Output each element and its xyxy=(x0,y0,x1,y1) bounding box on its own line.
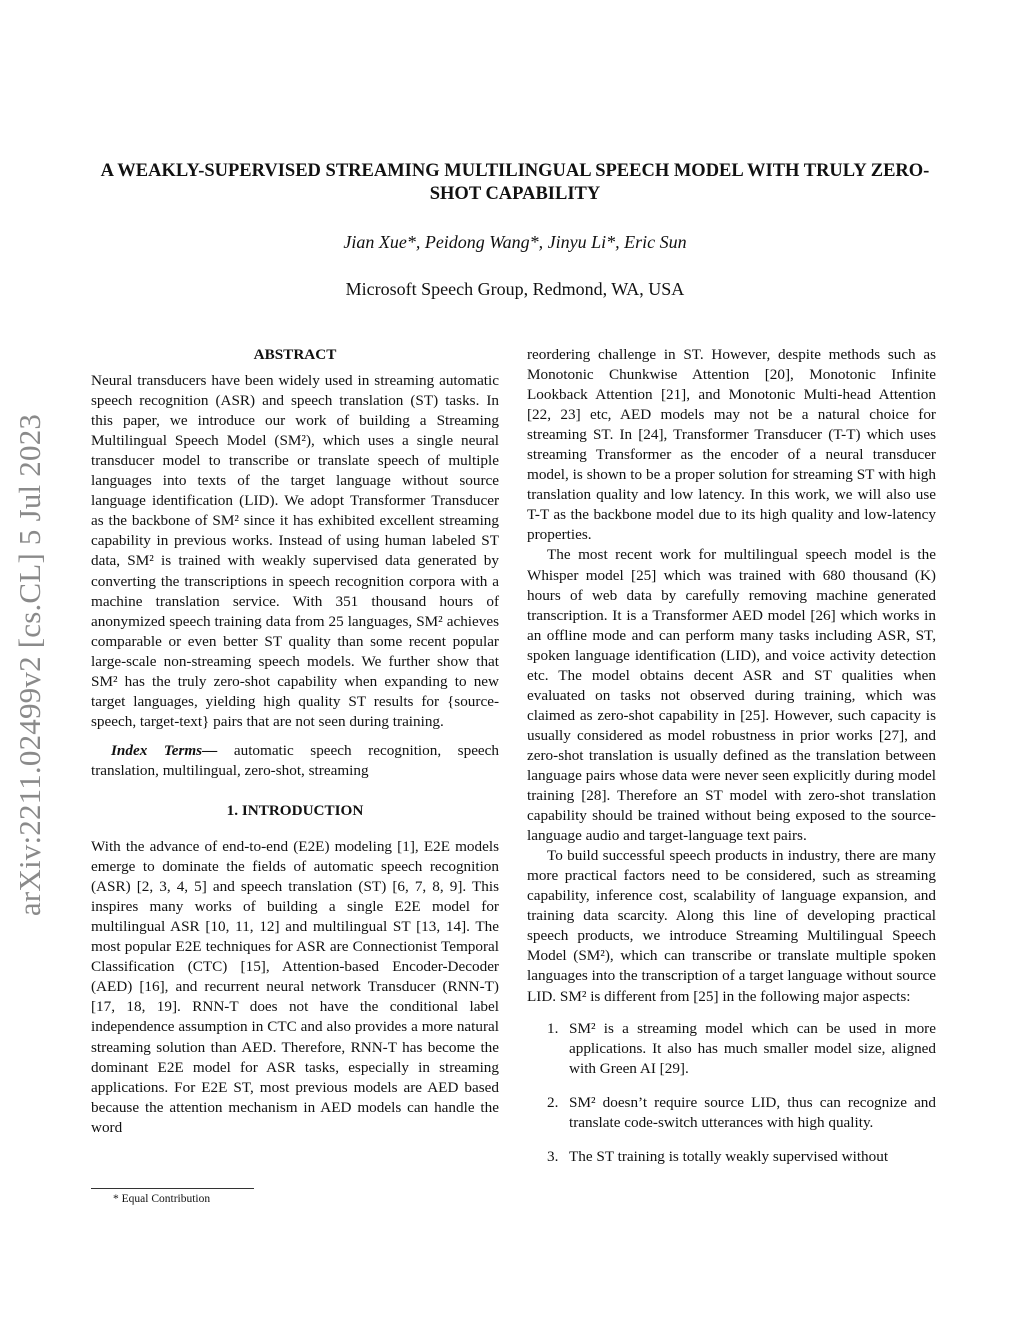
intro-paragraph-1: With the advance of end-to-end (E2E) modeling [1], E2E models emerge to dominate the fields of automatic speech recognition (ASR) [2, 3, 4, 5] and speech translation (ST) [6, 7, 8, 9]. This inspires many works of building a single E2E model for multilingual ASR [10, 11, 12] and multilingual ST [13, 14]. The most popular E2E techniques for ASR are Connectionist Temporal Classification (CTC) [15], Attention-based Encoder-Decoder (AED) [16], and recurrent neural network Transducer (RNN-T) [17, 18, 19]. RNN-T does not have the conditional label independence assumption in CTC and also provides a more natural streaming solution than AED. Therefore, RNN-T has become the dominant E2E model for ASR tasks, especially in streaming applications. For E2E ST, most previous models are AED based because the attention mechanism in AED models can handle the word xyxy=(91,838,499,1136)
intro-heading: 1. INTRODUCTION xyxy=(226,801,364,819)
list-item: 3. The ST training is totally weakly supervised without xyxy=(547,1147,889,1165)
footnote xyxy=(91,1188,499,1205)
index-terms-label: Index Terms— xyxy=(111,741,218,759)
index-terms-text: automatic speech recognition, speech translation, multilingual, zero-shot, streaming xyxy=(91,741,500,779)
paper-affiliation: Microsoft Speech Group, Redmond, WA, USA xyxy=(345,279,685,299)
intro-paragraph-3: To build successful speech products in industry, there are many more practical factors need to be considered, such as streaming capability, inference cost, scalability of language expansion, and training data scarcity. Along this line of developing practical speech products, we introduce Streaming Multilingual Speech Model (SM²), which can transcribe or translate multiple spoken languages into the transcription of a target language without source LID. SM² is different from [25] in the following major aspects: xyxy=(527,847,936,1005)
abstract-heading: ABSTRACT xyxy=(253,346,337,363)
arxiv-identifier: arXiv:2211.02499v2 [cs.CL] 5 Jul 2023 xyxy=(12,413,47,917)
intro-paragraph-2: The most recent work for multilingual speech model is the Whisper model [25] which was trained with 680 thousand (K) hours of web data by carefully removing machine generated transcription. It is a Transformer AED model [26] which works in an offline mode and can perform many tasks including ASR, ST, spoken language identification (LID), and voice activity detection etc. The model obtains decent ASR and ST qualities when evaluated on tasks not observed during training, which was claimed as zero-shot capability in [25]. However, such capacity is usually considered as model robustness in prior works [27], and zero-shot translation is usually defined as the translation between language pairs whose data were never seen explicitly during model training [28]. Therefore an ST model with zero-shot translation capability should be trained without being exposed to the source-language audio and target-language text pairs. xyxy=(527,546,936,845)
paper-title: A WEAKLY-SUPERVISED STREAMING MULTILINGUAL SPEECH MODEL WITH TRULY ZERO-SHOT CAPABILITY xyxy=(100,161,930,204)
footnote-text: * Equal Contribution xyxy=(113,1193,211,1205)
index-terms xyxy=(91,741,499,781)
list-item: 2. SM² doesn’t require source LID, thus can recognize and translate code-switch utterances with high quality. xyxy=(547,1093,936,1131)
paper-authors: Jian Xue*, Peidong Wang*, Jinyu Li*, Eric Sun xyxy=(343,232,687,252)
footnote-rule xyxy=(91,1188,254,1189)
right-column xyxy=(527,345,936,1181)
abstract-text: Neural transducers have been widely used in streaming automatic speech recognition (ASR) and speech translation (ST) tasks. In this paper, we introduce our work of building a Streaming Multilingual Speech Model (SM²), which uses a single neural transducer model to transcribe or translate speech of multiple languages into texts of the target language without source language identification (LID). We adopt Transformer Transducer as the backbone of SM² since it has exhibited excellent streaming capability in previous works. Instead of using human labeled ST data, SM² is trained with weakly supervised data generated by converting the transcriptions in speech recognition corpora with a machine translation service. With 351 thousand hours of anonymized speech training data from 25 languages, SM² achieves comparable or even better ST quality than some recent popular large-scale non-streaming speech models. We further show that SM² has the truly zero-shot capability when expanding to new target languages, yielding high quality ST results for {source-speech, target-text} pairs that are not seen during training. xyxy=(91,372,499,730)
aspects-list xyxy=(527,1019,936,1167)
intro-paragraph-1-continued: reordering challenge in ST. However, despite methods such as Monotonic Chunkwise Attention [20], Monotonic Infinite Lookback Attention [21], and Monotonic Multi-head Attention [22, 23] etc, AED models may not be a natural choice for streaming ST. In [24], Transformer Transducer (T-T) which uses streaming Transformer as the encoder of a neural transducer model, is shown to be a proper solution for streaming ST with high translation quality and low latency. In this work, we will also use T-T as the backbone model due to its high quality and low-latency properties. xyxy=(527,346,936,544)
left-column xyxy=(91,345,499,1138)
arxiv-side-label xyxy=(4,370,56,960)
list-item: 1. SM² is a streaming model which can be used in more applications. It also has much smaller model size, aligned with Green AI [29]. xyxy=(547,1019,936,1077)
